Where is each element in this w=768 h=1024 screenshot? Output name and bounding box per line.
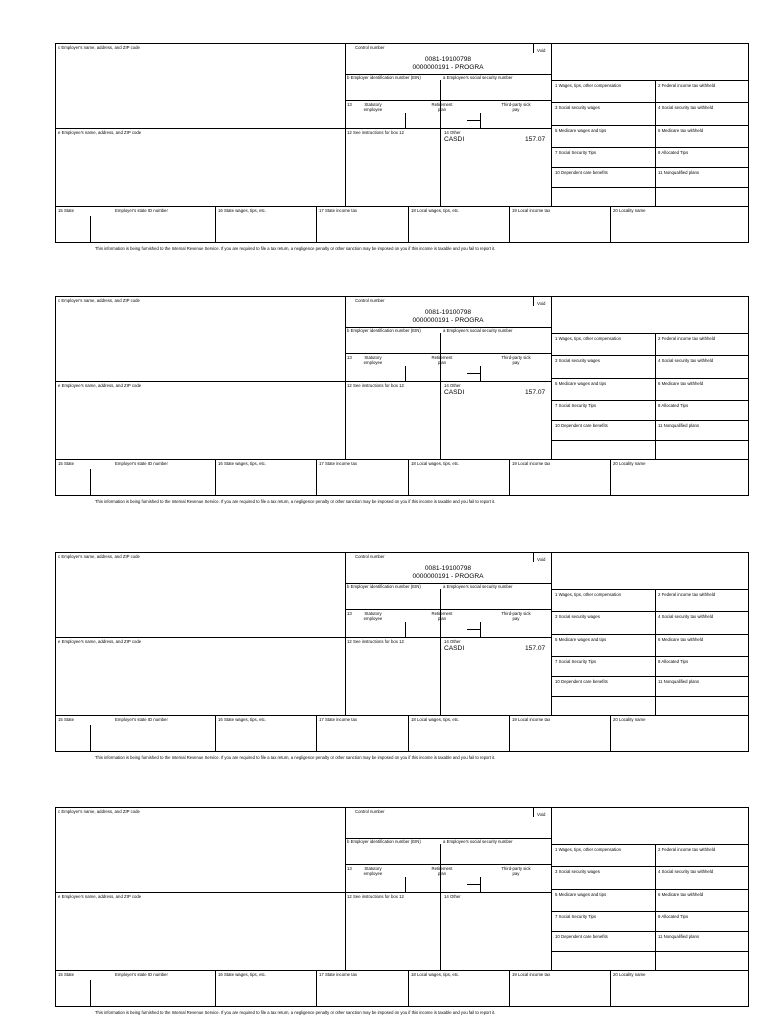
box10-label: 10 Dependent care benefits <box>555 934 608 939</box>
divider <box>316 715 317 752</box>
divider <box>551 355 749 356</box>
divider <box>551 147 749 148</box>
irs-notice: This information is being furnished to the Internal Revenue Service. If you are required to file a tax return, a negligence penalty or other sanction may be imposed on you if this income is taxable and you fail to report it. <box>95 246 496 251</box>
box4-label: 4 Social security tax withheld <box>658 869 714 874</box>
employer-label: c Employer's name, address, and ZIP code <box>58 298 140 303</box>
divider <box>55 715 749 716</box>
statutory-label: Statutory employee <box>363 102 383 112</box>
divider <box>610 970 611 1007</box>
void-label: Void <box>537 301 546 306</box>
box11-label: 11 Nonqualified plans <box>658 423 700 428</box>
box4-label: 4 Social security tax withheld <box>658 358 714 363</box>
box1-label: 1 Wages, tips, other compensation <box>555 336 621 341</box>
box13-label: 13 <box>347 611 352 616</box>
box14-amount: 157.07 <box>525 136 546 143</box>
divider <box>316 206 317 243</box>
box16-label: 16 State wages, tips, etc. <box>218 461 267 466</box>
box18-label: 18 Local wages, tips, etc. <box>411 208 460 213</box>
box7-label: 7 Social Security Tips <box>555 403 597 408</box>
divider <box>90 725 91 752</box>
box2-label: 2 Federal income tax withheld <box>658 592 716 597</box>
box14-label: 14 Other <box>444 130 461 135</box>
checkbox-mark <box>480 113 481 128</box>
box14-code: CASDI <box>444 389 465 396</box>
divider <box>509 206 510 243</box>
box14-label: 14 Other <box>444 894 461 899</box>
box18-label: 18 Local wages, tips, etc. <box>411 972 460 977</box>
divider <box>55 128 345 129</box>
void-label: Void <box>537 48 546 53</box>
divider <box>55 892 345 893</box>
divider <box>316 459 317 496</box>
control-number-value-2: 0000000191 - PROGRA <box>412 64 484 71</box>
box7-label: 7 Social Security Tips <box>555 659 597 664</box>
box8-label: 8 Allocated Tips <box>658 914 689 919</box>
box11-label: 11 Nonqualified plans <box>658 679 700 684</box>
box18-label: 18 Local wages, tips, etc. <box>411 461 460 466</box>
control-number-label: Control number <box>355 554 385 559</box>
state-id-label: Employer's state ID number <box>115 717 168 722</box>
divider <box>551 951 749 952</box>
employee-label: e Employee's name, address, and ZIP code <box>58 639 142 644</box>
checkbox-mark <box>405 622 406 637</box>
divider <box>345 892 551 893</box>
divider <box>551 889 749 890</box>
box8-label: 8 Allocated Tips <box>658 150 689 155</box>
divider <box>551 80 749 81</box>
divider <box>55 459 749 460</box>
control-number-label: Control number <box>355 45 385 50</box>
box7-label: 7 Social Security Tips <box>555 150 597 155</box>
divider <box>408 715 409 752</box>
control-number-value: 0081-19100798 <box>424 56 472 63</box>
box1-label: 1 Wages, tips, other compensation <box>555 83 621 88</box>
box11-label: 11 Nonqualified plans <box>658 934 700 939</box>
divider <box>90 216 91 243</box>
divider <box>551 696 749 697</box>
box8-label: 8 Allocated Tips <box>658 403 689 408</box>
box1-label: 1 Wages, tips, other compensation <box>555 592 621 597</box>
box5-label: 5 Medicare wages and tips <box>555 892 607 897</box>
third-party-label: Third-party sick pay <box>501 611 531 621</box>
box18-label: 18 Local wages, tips, etc. <box>411 717 460 722</box>
box14-amount: 157.07 <box>525 645 546 652</box>
box19-label: 19 Local income tax <box>512 717 551 722</box>
form-border <box>55 43 749 243</box>
box2-label: 2 Federal income tax withheld <box>658 336 716 341</box>
third-party-label: Third-party sick pay <box>501 355 531 365</box>
divider <box>215 970 216 1007</box>
control-number-value: 0081-19100798 <box>424 565 472 572</box>
box10-label: 10 Dependent care benefits <box>555 423 608 428</box>
box15-label: 15 State <box>58 972 75 977</box>
statutory-label: Statutory employee <box>363 866 383 876</box>
employee-label: e Employee's name, address, and ZIP code <box>58 894 142 899</box>
divider <box>551 611 749 612</box>
divider <box>610 459 611 496</box>
divider <box>533 552 534 562</box>
employer-label: c Employer's name, address, and ZIP code <box>58 809 140 814</box>
divider <box>533 807 534 817</box>
divider <box>551 378 749 379</box>
box2-label: 2 Federal income tax withheld <box>658 847 716 852</box>
checkbox-mark <box>480 622 481 637</box>
checkbox-mark <box>480 366 481 381</box>
box6-label: 6 Medicare tax withheld <box>658 128 704 133</box>
employer-label: c Employer's name, address, and ZIP code <box>58 554 140 559</box>
control-number-value-2: 0000000191 - PROGRA <box>412 317 484 324</box>
void-label: Void <box>537 812 546 817</box>
box16-label: 16 State wages, tips, etc. <box>218 208 267 213</box>
third-party-label: Third-party sick pay <box>501 102 531 112</box>
third-party-label: Third-party sick pay <box>501 866 531 876</box>
statutory-label: Statutory employee <box>363 611 383 621</box>
box3-label: 3 Social security wages <box>555 358 600 363</box>
divider <box>55 637 345 638</box>
divider <box>408 206 409 243</box>
box19-label: 19 Local income tax <box>512 461 551 466</box>
checkbox-mark <box>405 113 406 128</box>
retirement-label: Retirement plan <box>431 866 453 876</box>
box16-label: 16 State wages, tips, etc. <box>218 972 267 977</box>
divider <box>90 980 91 1007</box>
divider <box>90 469 91 496</box>
checkbox-mark <box>480 877 481 892</box>
employer-label: c Employer's name, address, and ZIP code <box>58 45 140 50</box>
box6-label: 6 Medicare tax withheld <box>658 892 704 897</box>
divider <box>440 333 441 459</box>
checkbox-mark <box>467 373 480 374</box>
divider <box>408 459 409 496</box>
box3-label: 3 Social security wages <box>555 105 600 110</box>
void-label: Void <box>537 557 546 562</box>
checkbox-mark <box>405 877 406 892</box>
divider <box>440 80 441 206</box>
divider <box>551 167 749 168</box>
w2-form <box>55 43 749 251</box>
ssn-label: a Employee's social security number <box>443 75 513 80</box>
divider <box>551 931 749 932</box>
box8-label: 8 Allocated Tips <box>658 659 689 664</box>
divider <box>610 715 611 752</box>
state-id-label: Employer's state ID number <box>115 208 168 213</box>
divider <box>345 128 551 129</box>
state-id-label: Employer's state ID number <box>115 972 168 977</box>
divider <box>551 440 749 441</box>
divider <box>551 866 749 867</box>
divider <box>215 206 216 243</box>
box12-label: 12 See instructions for box 12 <box>347 383 404 388</box>
box15-label: 15 State <box>58 717 75 722</box>
box12-label: 12 See instructions for box 12 <box>347 894 404 899</box>
ssn-label: a Employee's social security number <box>443 584 513 589</box>
divider <box>509 715 510 752</box>
checkbox-mark <box>467 629 480 630</box>
box19-label: 19 Local income tax <box>512 208 551 213</box>
box17-label: 17 State income tax <box>319 208 357 213</box>
box14-code: CASDI <box>444 136 465 143</box>
divider <box>440 844 441 970</box>
ein-label: b Employer identification number (EIN) <box>347 839 421 844</box>
checkbox-mark <box>467 884 480 885</box>
divider <box>551 589 749 590</box>
irs-notice: This information is being furnished to the Internal Revenue Service. If you are required to file a tax return, a negligence penalty or other sanction may be imposed on you if this income is taxable and you fail to report it. <box>95 499 496 504</box>
control-number-value-2: 0000000191 - PROGRA <box>412 573 484 580</box>
box3-label: 3 Social security wages <box>555 614 600 619</box>
divider <box>551 125 749 126</box>
box5-label: 5 Medicare wages and tips <box>555 381 607 386</box>
divider <box>316 970 317 1007</box>
box14-amount: 157.07 <box>525 389 546 396</box>
irs-notice: This information is being furnished to the Internal Revenue Service. If you are required to file a tax return, a negligence penalty or other sanction may be imposed on you if this income is taxable and you fail to report it. <box>95 755 496 760</box>
box15-label: 15 State <box>58 461 75 466</box>
box15-label: 15 State <box>58 208 75 213</box>
box3-label: 3 Social security wages <box>555 869 600 874</box>
state-id-label: Employer's state ID number <box>115 461 168 466</box>
box14-label: 14 Other <box>444 383 461 388</box>
divider <box>551 333 749 334</box>
divider <box>551 400 749 401</box>
employee-label: e Employee's name, address, and ZIP code <box>58 130 142 135</box>
divider <box>215 715 216 752</box>
divider <box>345 864 551 865</box>
box7-label: 7 Social Security Tips <box>555 914 597 919</box>
box6-label: 6 Medicare tax withheld <box>658 637 704 642</box>
box1-label: 1 Wages, tips, other compensation <box>555 847 621 852</box>
box17-label: 17 State income tax <box>319 717 357 722</box>
divider <box>551 911 749 912</box>
ssn-label: a Employee's social security number <box>443 328 513 333</box>
irs-notice: This information is being furnished to the Internal Revenue Service. If you are required to file a tax return, a negligence penalty or other sanction may be imposed on you if this income is taxable and you fail to report it. <box>95 1010 496 1015</box>
box20-label: 20 Locality name <box>613 461 646 466</box>
divider <box>345 353 551 354</box>
retirement-label: Retirement plan <box>431 611 453 621</box>
control-number-label: Control number <box>355 809 385 814</box>
divider <box>533 296 534 306</box>
divider <box>345 807 346 970</box>
box2-label: 2 Federal income tax withheld <box>658 83 716 88</box>
box6-label: 6 Medicare tax withheld <box>658 381 704 386</box>
w2-form <box>55 296 749 504</box>
checkbox-mark <box>467 120 480 121</box>
divider <box>345 637 551 638</box>
w2-form <box>55 807 749 1015</box>
divider <box>551 187 749 188</box>
box17-label: 17 State income tax <box>319 972 357 977</box>
divider <box>551 634 749 635</box>
divider <box>345 381 551 382</box>
ein-label: b Employer identification number (EIN) <box>347 328 421 333</box>
box11-label: 11 Nonqualified plans <box>658 170 700 175</box>
control-number-value: 0081-19100798 <box>424 309 472 316</box>
box12-label: 12 See instructions for box 12 <box>347 130 404 135</box>
box14-code: CASDI <box>444 645 465 652</box>
divider <box>551 676 749 677</box>
box17-label: 17 State income tax <box>319 461 357 466</box>
divider <box>551 844 749 845</box>
divider <box>533 43 534 53</box>
box13-label: 13 <box>347 355 352 360</box>
divider <box>551 420 749 421</box>
w2-form <box>55 552 749 760</box>
form-border <box>55 552 749 752</box>
box4-label: 4 Social security tax withheld <box>658 105 714 110</box>
ein-label: b Employer identification number (EIN) <box>347 75 421 80</box>
divider <box>408 970 409 1007</box>
box16-label: 16 State wages, tips, etc. <box>218 717 267 722</box>
divider <box>551 102 749 103</box>
statutory-label: Statutory employee <box>363 355 383 365</box>
box13-label: 13 <box>347 102 352 107</box>
box5-label: 5 Medicare wages and tips <box>555 128 607 133</box>
box19-label: 19 Local income tax <box>512 972 551 977</box>
box12-label: 12 See instructions for box 12 <box>347 639 404 644</box>
retirement-label: Retirement plan <box>431 355 453 365</box>
box20-label: 20 Locality name <box>613 208 646 213</box>
box13-label: 13 <box>347 866 352 871</box>
divider <box>610 206 611 243</box>
retirement-label: Retirement plan <box>431 102 453 112</box>
box20-label: 20 Locality name <box>613 717 646 722</box>
employee-label: e Employee's name, address, and ZIP code <box>58 383 142 388</box>
box4-label: 4 Social security tax withheld <box>658 614 714 619</box>
form-border <box>55 296 749 496</box>
divider <box>55 970 749 971</box>
divider <box>345 609 551 610</box>
box14-label: 14 Other <box>444 639 461 644</box>
divider <box>509 459 510 496</box>
divider <box>55 381 345 382</box>
control-number-label: Control number <box>355 298 385 303</box>
divider <box>55 206 749 207</box>
divider <box>551 656 749 657</box>
form-border <box>55 807 749 1007</box>
divider <box>345 100 551 101</box>
box20-label: 20 Locality name <box>613 972 646 977</box>
box10-label: 10 Dependent care benefits <box>555 679 608 684</box>
checkbox-mark <box>405 366 406 381</box>
divider <box>440 589 441 715</box>
box10-label: 10 Dependent care benefits <box>555 170 608 175</box>
divider <box>215 459 216 496</box>
ein-label: b Employer identification number (EIN) <box>347 584 421 589</box>
divider <box>509 970 510 1007</box>
ssn-label: a Employee's social security number <box>443 839 513 844</box>
box5-label: 5 Medicare wages and tips <box>555 637 607 642</box>
